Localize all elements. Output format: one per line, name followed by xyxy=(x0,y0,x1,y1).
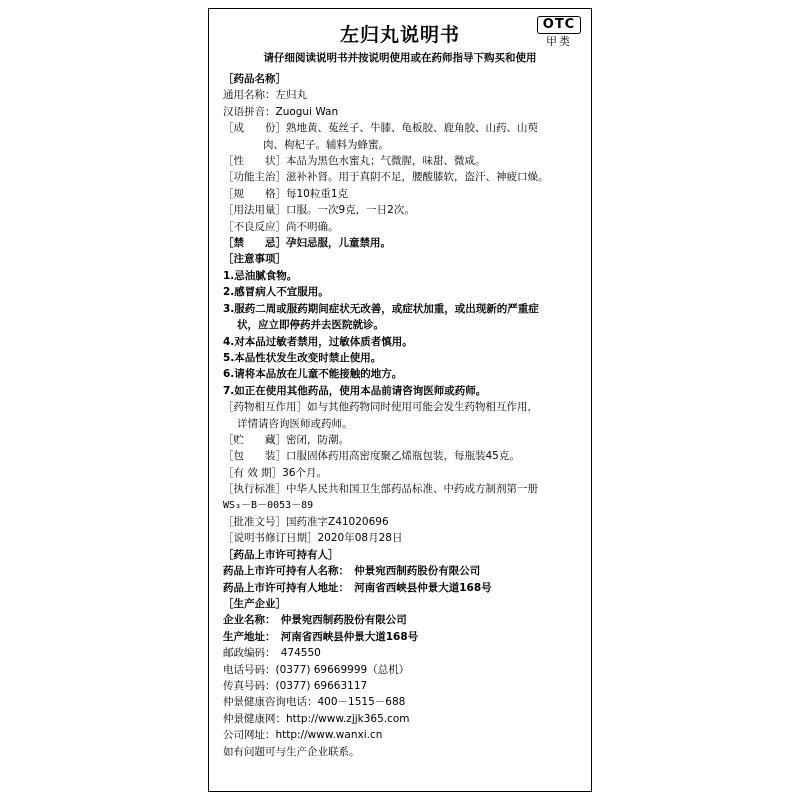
leaflet-line: 6.请将本品放在儿童不能接触的地方。 xyxy=(223,368,403,381)
leaflet-line: ［包 装］口服固体药用高密度聚乙烯瓶包装，每瓶装45克。 xyxy=(223,450,520,463)
otc-badge xyxy=(537,16,581,48)
otc-badge-top-label: OTC xyxy=(537,16,581,34)
leaflet-line: ［功能主治］滋补补肾。用于真阴不足，腰酸膝软，盗汗、神疲口燥。 xyxy=(223,171,549,184)
leaflet-line: ［药物相互作用］如与其他药物同时使用可能会发生药物相互作用， xyxy=(223,401,538,414)
leaflet-line: 详情请咨询医师或药师。 xyxy=(237,417,353,430)
leaflet-line: 肉、枸杞子。辅料为蜂蜜。 xyxy=(263,138,389,151)
leaflet-line: 电话号码：(0377) 69669999（总机） xyxy=(223,663,410,676)
leaflet-body xyxy=(223,71,577,760)
leaflet-line: ［有 效 期］36个月。 xyxy=(223,466,328,479)
leaflet-line: 5.本品性状发生改变时禁止使用。 xyxy=(223,351,382,364)
leaflet-line: ［用法用量］口服。一次9克，一日2次。 xyxy=(223,204,415,217)
leaflet-sheet xyxy=(208,8,592,792)
leaflet-line: 4.对本品过敏者禁用，过敏体质者慎用。 xyxy=(223,335,413,348)
leaflet-line: 通用名称：左归丸 xyxy=(223,89,307,102)
leaflet-line: 仲景健康网：http://www.zjjk365.com xyxy=(223,712,410,725)
leaflet-line: WS₃－B－0053－89 xyxy=(223,499,314,511)
leaflet-line: 企业名称： 仲景宛西制药股份有限公司 xyxy=(223,614,407,627)
leaflet-line: 仲景健康咨询电话：400－1515－688 xyxy=(223,696,406,709)
leaflet-line: ［规 格］每10粒重1克 xyxy=(223,187,349,200)
section-heading: ［注意事项］ xyxy=(223,253,286,266)
section-heading: ［药品名称］ xyxy=(223,73,286,85)
leaflet-line: ［生产企业］ xyxy=(223,598,286,610)
leaflet-line: ［不良反应］尚不明确。 xyxy=(223,220,339,233)
page-title: 左归丸说明书 xyxy=(339,24,460,46)
leaflet-line: ［药品上市许可持有人］ xyxy=(223,548,339,561)
leaflet-line: 药品上市许可持有人名称： 仲景宛西制药股份有限公司 xyxy=(223,565,481,578)
leaflet-line: 药品上市许可持有人地址： 河南省西峡县仲景大道168号 xyxy=(223,581,492,594)
page-subtitle: 请仔细阅读说明书并按说明使用或在药师指导下购买和使用 xyxy=(263,52,537,64)
leaflet-line: ［执行标准］中华人民共和国卫生部药品标准、中药成方制剂第一册 xyxy=(223,483,538,496)
leaflet-line: 3.服药二周或服药期间症状无改善，或症状加重，或出现新的严重症 xyxy=(223,302,539,315)
leaflet-line: 公司网址：http://www.wanxi.cn xyxy=(223,729,383,742)
leaflet-line: ［说明书修订日期］2020年08月28日 xyxy=(223,532,403,545)
leaflet-line: 状，应立即停药并去医院就诊。 xyxy=(237,319,384,332)
leaflet-line: 汉语拼音：Zuogui Wan xyxy=(223,105,339,118)
leaflet-line: 生产地址： 河南省西峡县仲景大道168号 xyxy=(223,630,419,643)
leaflet-line: ［贮 藏］密闭，防潮。 xyxy=(223,433,349,446)
leaflet-line: 2.感冒病人不宜服用。 xyxy=(223,286,329,299)
otc-badge-bottom-label: 甲类 xyxy=(546,35,572,48)
leaflet-line: 邮政编码： 474550 xyxy=(223,647,321,660)
leaflet-line: ［成 份］熟地黄、菟丝子、牛膝、龟板胶、鹿角胶、山药、山萸 xyxy=(223,122,538,135)
leaflet-line: ［批准文号］国药准字Z41020696 xyxy=(223,515,389,528)
leaflet-line: 1.忌油腻食物。 xyxy=(223,269,298,282)
leaflet-line: 如有问题可与生产企业联系。 xyxy=(223,745,360,758)
leaflet-line: 7.如正在使用其他药品，使用本品前请咨询医师或药师。 xyxy=(223,384,487,397)
leaflet-line: ［性 状］本品为黑色水蜜丸；气微腥，味甜、微咸。 xyxy=(223,155,486,168)
leaflet-line: ［禁 忌］孕妇忌服，儿童禁用。 xyxy=(223,237,391,250)
leaflet-line: 传真号码：(0377) 69663117 xyxy=(223,680,368,693)
